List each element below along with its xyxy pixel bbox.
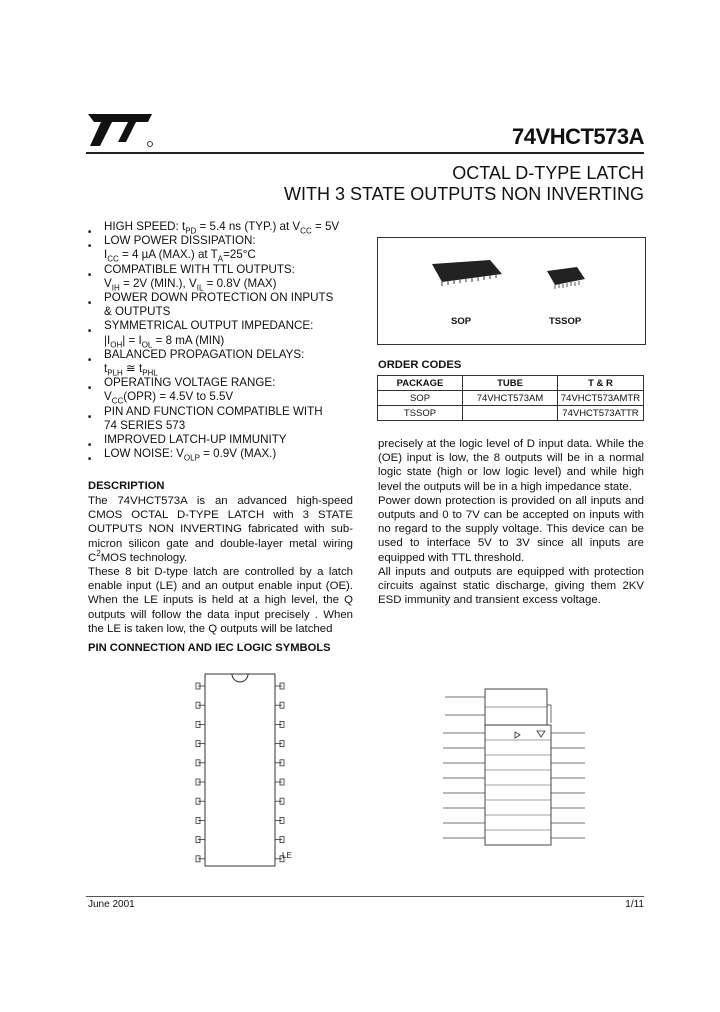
description-p2: These 8 bit D-type latch are controlled by a latch enable input (LE) and an output enable input (OE). When the LE inputs is held at a high level, the Q outputs will follow the data input precisely . When the LE is taken low, the Q outputs will be latched xyxy=(88,566,353,635)
feature-text: = 0.9V (MAX.) xyxy=(199,447,277,461)
feature-item xyxy=(88,405,368,433)
feature-text: = 5.4 ns (TYP.) at V xyxy=(196,220,301,233)
feature-text: HIGH SPEED: t xyxy=(104,220,186,233)
description-p1-sup: 2 xyxy=(96,549,101,559)
feature-item xyxy=(88,376,368,404)
feature-text: |I xyxy=(104,333,111,347)
feature-text: ≅ t xyxy=(122,362,143,376)
feature-text: PHL xyxy=(142,368,158,378)
feature-text: OPERATING VOLTAGE RANGE: xyxy=(104,376,276,390)
feature-text: V xyxy=(104,276,112,290)
table-row xyxy=(378,406,644,421)
feature-item xyxy=(88,220,368,234)
feature-text: t xyxy=(104,362,108,376)
table-cell: 74VHCT573AMTR xyxy=(558,391,644,406)
pin-connection-diagram xyxy=(150,668,330,883)
feature-text: = 4 µA (MAX.) at T xyxy=(118,248,218,262)
feature-text: = 2V (MIN.), V xyxy=(119,276,197,290)
feature-text: & OUTPUTS xyxy=(104,305,171,319)
feature-text: CC xyxy=(107,254,119,264)
order-col-tube: TUBE xyxy=(463,376,558,391)
table-cell: TSSOP xyxy=(378,406,463,421)
bullet-icon: ■ xyxy=(88,271,92,278)
description-p1a: The 74VHCT573A is an advanced high-speed CMOS OCTAL D-TYPE LATCH with 3 STATE OUTPUTS NON INVERTING fabricated with sub-micron silicon gate and double-layer metal wiring C xyxy=(88,495,353,564)
footer-rule xyxy=(86,896,644,897)
feature-text: | = I xyxy=(122,333,142,347)
table-cell: 74VHCT573ATTR xyxy=(558,406,644,421)
order-col-package: PACKAGE xyxy=(378,376,463,391)
feature-item xyxy=(88,291,368,319)
description-p1b: MOS technology. xyxy=(100,551,188,564)
feature-text: PD xyxy=(185,226,197,236)
feature-item xyxy=(88,234,368,262)
bullet-icon: ■ xyxy=(88,456,92,463)
feature-item xyxy=(88,319,368,347)
feature-text: V xyxy=(104,390,112,404)
feature-text: SYMMETRICAL OUTPUT IMPEDANCE: xyxy=(104,319,314,333)
sop-package-icon xyxy=(428,260,504,286)
feature-text: = 0.8V (MAX) xyxy=(203,276,277,290)
table-cell xyxy=(463,406,558,421)
feature-text: PIN AND FUNCTION COMPATIBLE WITH xyxy=(104,404,323,418)
title-line-1: OCTAL D-TYPE LATCH xyxy=(452,163,644,183)
feature-text: I xyxy=(104,248,108,262)
description-heading: DESCRIPTION xyxy=(88,480,165,492)
bullet-icon: ■ xyxy=(88,229,92,235)
bullet-icon: ■ xyxy=(88,442,92,449)
feature-text: IH xyxy=(111,283,120,293)
tssop-label: TSSOP xyxy=(549,316,582,327)
order-codes-table xyxy=(377,375,644,421)
feature-item xyxy=(88,433,368,447)
table-row xyxy=(378,391,644,406)
feature-text: = 5V xyxy=(311,220,340,233)
table-cell: 74VHCT573AM xyxy=(463,391,558,406)
bullet-icon: ■ xyxy=(88,328,92,335)
feature-text: COMPATIBLE WITH TTL OUTPUTS: xyxy=(104,262,295,276)
feature-text: POWER DOWN PROTECTION ON INPUTS xyxy=(104,291,334,305)
st-logo-icon xyxy=(86,106,156,148)
description-p5: All inputs and outputs are equipped with protection circuits against static discharge, giving them 2KV ESD immunity and transient excess voltage. xyxy=(378,565,644,607)
feature-text: LOW POWER DISSIPATION: xyxy=(104,234,256,248)
feature-item xyxy=(88,348,368,376)
feature-text: (OPR) = 4.5V to 5.5V xyxy=(123,390,234,404)
order-codes-heading: ORDER CODES xyxy=(378,359,462,371)
table-cell: SOP xyxy=(378,391,463,406)
feature-text: OLP xyxy=(183,453,200,463)
feature-item xyxy=(88,447,368,461)
bullet-icon: ■ xyxy=(88,300,92,307)
bullet-icon: ■ xyxy=(88,413,92,420)
description-p4: Power down protection is provided on all inputs and outputs and 0 to 7V can be accepted on inputs with no regard to the supply voltage. This device can be used to interface 5V to 3V since all inputs are equipped with TTL threshold. xyxy=(378,494,644,564)
bullet-icon: ■ xyxy=(88,356,92,363)
feature-text: IMPROVED LATCH-UP IMMUNITY xyxy=(104,433,287,447)
title-line-2: WITH 3 STATE OUTPUTS NON INVERTING xyxy=(283,184,644,204)
header-rule xyxy=(86,152,644,154)
feature-text: CC xyxy=(300,226,312,236)
feature-list xyxy=(88,220,368,461)
description-column-left xyxy=(88,494,353,636)
feature-text: = 8 mA (MIN) xyxy=(152,333,225,347)
feature-text: BALANCED PROPAGATION DELAYS: xyxy=(104,347,305,361)
le-pin-label: LE xyxy=(282,851,292,860)
footer-page: 1/11 xyxy=(625,899,644,910)
feature-text: OH xyxy=(110,339,123,349)
pin-section-heading: PIN CONNECTION AND IEC LOGIC SYMBOLS xyxy=(88,642,331,654)
order-col-tr: T & R xyxy=(558,376,644,391)
sop-label: SOP xyxy=(451,316,472,327)
feature-text: PLH xyxy=(107,368,123,378)
feature-text: 74 SERIES 573 xyxy=(104,418,186,432)
feature-text: A xyxy=(217,254,224,264)
description-p3: precisely at the logic level of D input data. While the (OE) input is low, the 8 outputs will be in a normal logic state (high or low logic level) and while high level the outputs will be in a high impedance state. xyxy=(378,438,644,493)
feature-text: OL xyxy=(141,339,153,349)
feature-item xyxy=(88,263,368,291)
description-column-right xyxy=(378,437,644,607)
tssop-package-icon xyxy=(545,265,587,291)
part-number: 74VHCT573A xyxy=(512,124,644,149)
iec-logic-symbol xyxy=(425,685,625,865)
footer-date: June 2001 xyxy=(88,899,135,910)
feature-text: CC xyxy=(111,396,124,406)
feature-text: LOW NOISE: V xyxy=(104,447,184,461)
feature-text: =25°C xyxy=(223,248,256,262)
bullet-icon: ■ xyxy=(88,243,92,250)
feature-text: IL xyxy=(196,283,204,293)
package-box xyxy=(377,237,646,345)
bullet-icon: ■ xyxy=(88,385,92,392)
